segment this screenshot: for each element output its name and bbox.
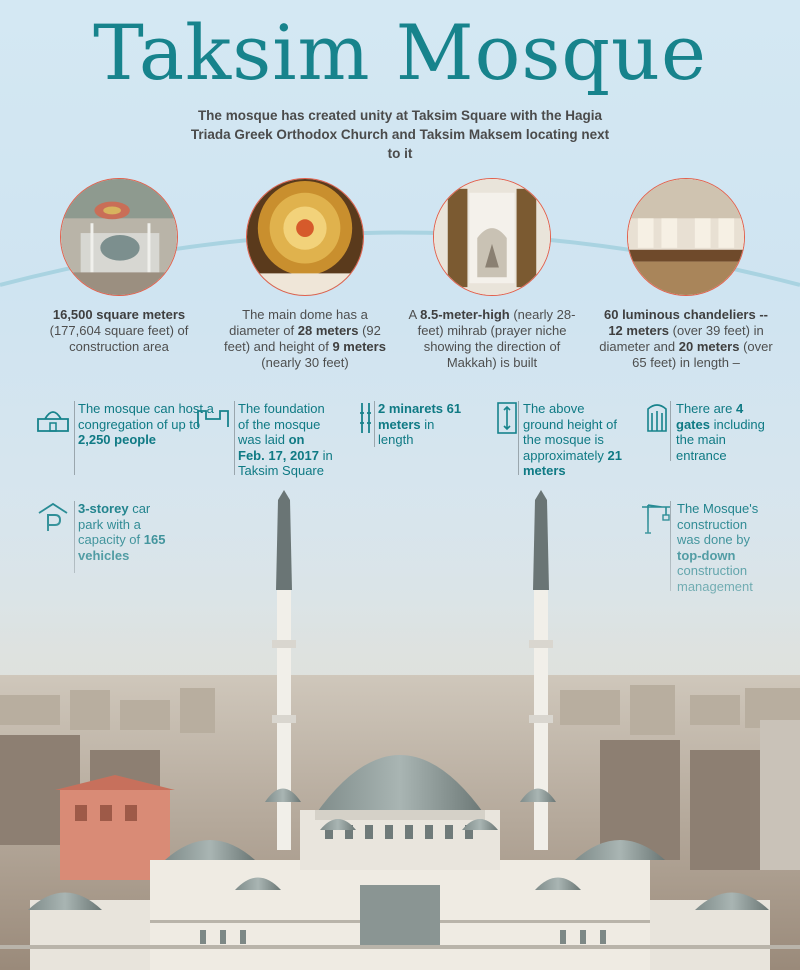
gate-icon [646,401,680,435]
chandelier-photo [627,178,745,296]
caption-chandeliers: 60 luminous chandeliers -- 12 meters (over 39 feet) in diameter and 20 meters (over 65 feet) in length – [599,307,773,370]
foundation-icon [196,401,230,435]
mosque-cityscape-photo [0,490,800,970]
mihrab-photo [433,178,551,296]
mosque-icon [36,401,70,435]
page-title: Taksim Mosque [93,8,707,97]
caption-dome: The main dome has a diameter of 28 meters (92 feet) and height of 9 meters (nearly 30 feet) [224,307,386,370]
caption-mihrab: A 8.5-meter-high (nearly 28-feet) mihrab (prayer niche showing the direction of Makkah) is built [408,307,576,370]
caption-area: 16,500 square meters (177,604 square feet) of construction area [49,307,189,354]
aerial-square-photo [60,178,178,296]
dome-interior-photo [246,178,364,296]
subtitle: The mosque has created unity at Taksim Square with the Hagia Triada Greek Orthodox Church and Taksim Maksem locating next to it [190,108,610,161]
